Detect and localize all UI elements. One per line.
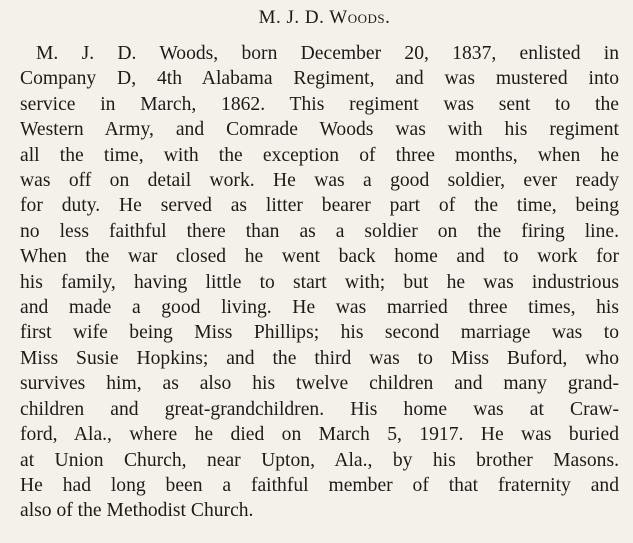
text-line: all the time, with the exception of three months, when he — [20, 144, 619, 166]
text-line: M. J. D. Woods, born December 20, 1837, enlisted in — [36, 43, 619, 64]
article-title: M. J. D. Woods. — [258, 7, 391, 28]
text-line: children and great-grandchildren. His home was at Craw- — [20, 398, 619, 420]
text-line: Company D, 4th Alabama Regiment, and was mustered into — [20, 68, 619, 90]
text-line: Miss Susie Hopkins; and the third was to Miss Buford, who — [20, 347, 619, 369]
text-line: for duty. He served as litter bearer part of the time, being — [20, 195, 619, 217]
text-line: at Union Church, near Upton, Ala., by his brother Masons. — [20, 449, 619, 471]
text-line: was off on detail work. He was a good soldier, ever ready — [20, 170, 619, 192]
text-line: also of the Methodist Church. — [20, 500, 254, 522]
text-line: survives him, as also his twelve children and many grand- — [20, 373, 619, 395]
text-line: Western Army, and Comrade Woods was with his regiment — [20, 119, 619, 141]
text-line: no less faithful there than as a soldier on the firing line. — [20, 220, 619, 242]
text-line: and made a good living. He was married three times, his — [20, 297, 619, 319]
article-body — [20, 41, 619, 524]
text-line: When the war closed he went back home and to work for — [20, 246, 619, 268]
text-line: service in March, 1862. This regiment was sent to the — [20, 93, 619, 115]
text-line: ford, Ala., where he died on March 5, 1917. He was buried — [20, 424, 619, 446]
text-line: his family, having little to start with; but he was industrious — [20, 271, 619, 293]
text-line: first wife being Miss Phillips; his second marriage was to — [20, 322, 619, 344]
text-line: He had long been a faithful member of that fraternity and — [20, 474, 619, 496]
